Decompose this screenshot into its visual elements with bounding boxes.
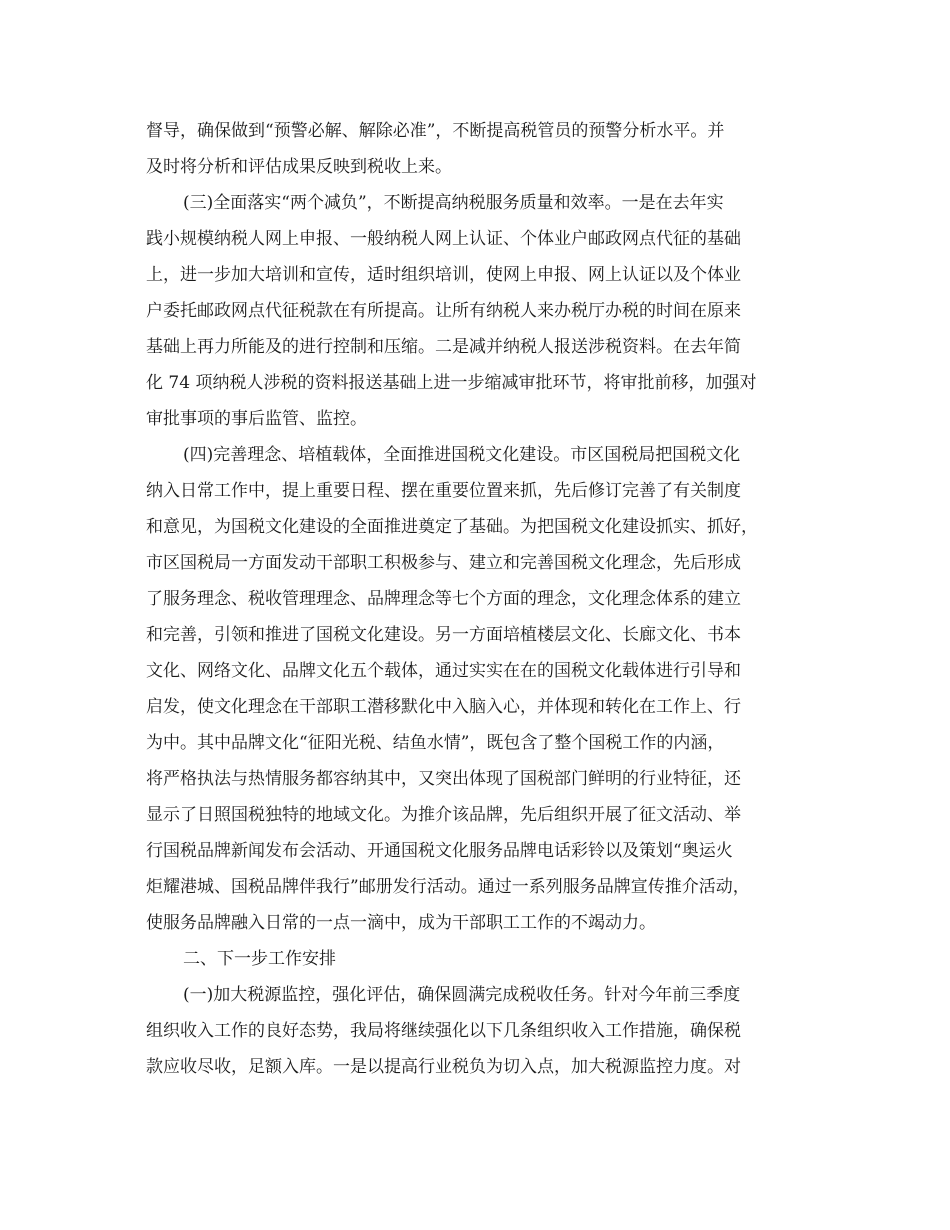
paragraph-line: 审批事项的事后监管、监控。 bbox=[146, 409, 367, 429]
paragraph-line: 践小规模纳税人网上申报、一般纳税人网上认证、个体业户邮政网点代征的基础 bbox=[146, 229, 741, 249]
paragraph-line: 纳入日常工作中，提上重要日程、摆在重要位置来抓，先后修订完善了有关制度 bbox=[146, 481, 741, 501]
paragraph-line: 户委托邮政网点代征税款在有所提高。让所有纳税人来办税厅办税的时间在原来 bbox=[146, 301, 741, 321]
paragraph-line: 和意见，为国税文化建设的全面推进奠定了基础。为把国税文化建设抓实、抓好， bbox=[146, 517, 758, 537]
paragraph-line: 文化、网络文化、品牌文化五个载体，通过实实在在的国税文化载体进行引导和 bbox=[146, 661, 741, 681]
paragraph-line: 行国税品牌新闻发布会活动、开通国税文化服务品牌电话彩铃以及策划“奥运火 bbox=[146, 841, 733, 861]
paragraph-line: 基础上再力所能及的进行控制和压缩。二是减并纳税人报送涉税资料。在去年简 bbox=[146, 337, 741, 357]
paragraph-line: (一)加大税源监控，强化评估，确保圆满完成税收任务。针对今年前三季度 bbox=[183, 985, 741, 1005]
paragraph-line: 督导，确保做到“预警必解、解除必准”，不断提高税管员的预警分析水平。并 bbox=[146, 121, 725, 141]
paragraph-line: 组织收入工作的良好态势，我局将继续强化以下几条组织收入工作措施，确保税 bbox=[146, 1021, 741, 1041]
paragraph-line: 启发，使文化理念在干部职工潜移默化中入脑入心，并体现和转化在工作上、行 bbox=[146, 697, 741, 717]
paragraph-line: 炬耀港城、国税品牌伴我行”邮册发行活动。通过一系列服务品牌宣传推介活动， bbox=[146, 877, 750, 897]
paragraph-line: 上，进一步加大培训和宣传，适时组织培训，使网上申报、网上认证以及个体业 bbox=[146, 265, 741, 285]
paragraph-line: (三)全面落实“两个减负”，不断提高纳税服务质量和效率。一是在去年实 bbox=[183, 193, 724, 213]
paragraph-line: 显示了日照国税独特的地域文化。为推介该品牌，先后组织开展了征文活动、举 bbox=[146, 805, 741, 825]
paragraph-line: 款应收尽收，足额入库。一是以提高行业税负为切入点，加大税源监控力度。对 bbox=[146, 1057, 741, 1077]
paragraph-line: (四)完善理念、培植载体，全面推进国税文化建设。市区国税局把国税文化 bbox=[183, 445, 741, 465]
paragraph-line: 和完善，引领和推进了国税文化建设。另一方面培植楼层文化、长廊文化、书本 bbox=[146, 625, 741, 645]
paragraph-line: 为中。其中品牌文化“征阳光税、结鱼水情”，既包含了整个国税工作的内涵， bbox=[146, 733, 725, 753]
paragraph-line: 化 74 项纳税人涉税的资料报送基础上进一步缩减审批环节，将审批前移，加强对 bbox=[146, 373, 757, 393]
paragraph-line: 了服务理念、税收管理理念、品牌理念等七个方面的理念，文化理念体系的建立 bbox=[146, 589, 741, 609]
paragraph-line: 市区国税局一方面发动干部职工积极参与、建立和完善国税文化理念，先后形成 bbox=[146, 553, 741, 573]
paragraph-line: 及时将分析和评估成果反映到税收上来。 bbox=[146, 157, 452, 177]
paragraph-line: 将严格执法与热情服务都容纳其中，又突出体现了国税部门鲜明的行业特征，还 bbox=[146, 769, 741, 789]
section-heading: 二、下一步工作安排 bbox=[183, 949, 336, 969]
paragraph-line: 使服务品牌融入日常的一点一滴中，成为干部职工工作的不竭动力。 bbox=[146, 913, 656, 933]
